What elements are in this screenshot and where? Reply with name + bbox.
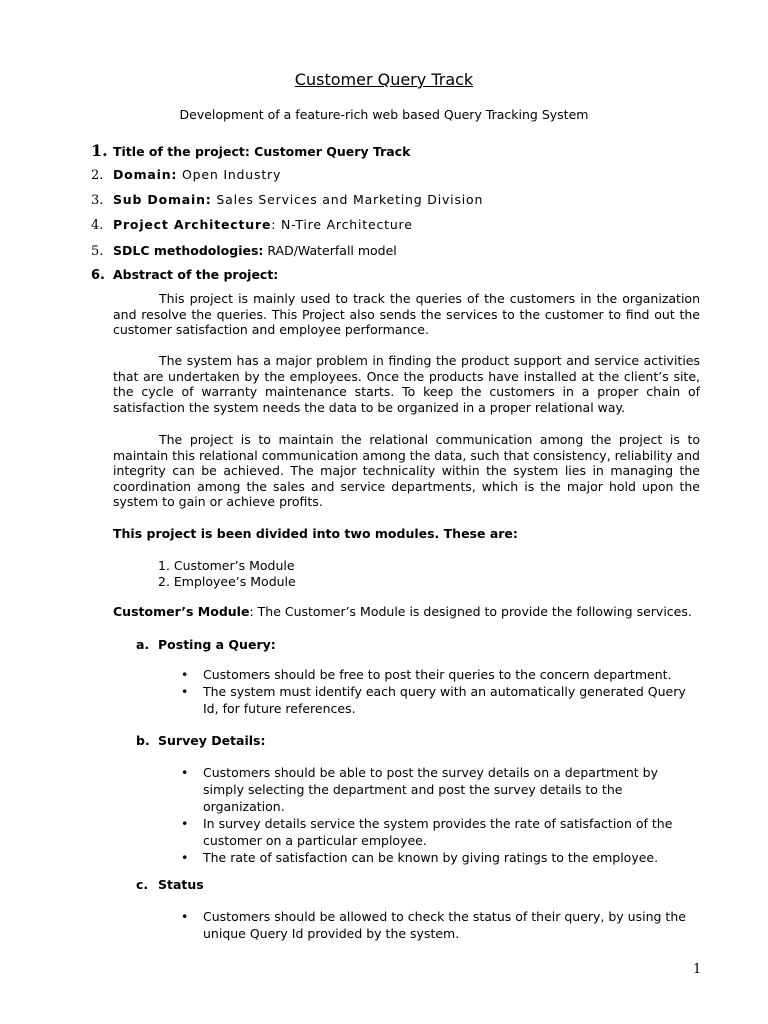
item-architecture: [91, 217, 413, 233]
item-value: RAD/Waterfall model: [263, 243, 397, 258]
item-number: 5.: [91, 244, 104, 259]
bullet-item: • Customers should be allowed to check the status of their query, by using the unique Query Id provided by the system.: [181, 908, 701, 942]
item-sdlc: [91, 243, 397, 259]
bullet-list: [181, 908, 701, 942]
modules-heading: This project is been divided into two modules. These are:: [113, 526, 518, 541]
item-label: Abstract of the project:: [113, 267, 279, 282]
customer-module-label: Customer’s Module: [113, 604, 250, 619]
bullet-item: • Customers should be free to post their queries to the concern department.: [181, 666, 701, 683]
module-list-item: 1. Customer’s Module: [158, 558, 295, 573]
bullet-item: • In survey details service the system provides the rate of satisfaction of the customer on a particular employee.: [181, 815, 701, 849]
page-number: 1: [693, 962, 702, 977]
item-number: 2.: [91, 168, 104, 183]
section-heading: a. Posting a Query:: [136, 637, 276, 652]
module-list-item: 2. Employee’s Module: [158, 574, 296, 589]
item-number: 1.: [91, 141, 108, 160]
bullet-list: [181, 666, 701, 717]
bullet-list: [181, 764, 701, 866]
item-number: 3.: [91, 193, 104, 208]
section-heading: b. Survey Details:: [136, 733, 266, 748]
item-label: Sub Domain:: [113, 192, 212, 207]
item-project-title: [91, 141, 410, 160]
abstract-paragraph: This project is mainly used to track the queries of the customers in the organization and resolve the queries. This Project also sends the services to the customer to find out the customer satisfaction and employee performance.: [113, 291, 700, 338]
section-heading: c. Status: [136, 877, 204, 892]
item-value: Open Industry: [177, 167, 282, 182]
item-value: : N-Tire Architecture: [271, 217, 413, 232]
item-sub-domain: [91, 192, 483, 208]
item-label: Domain:: [113, 167, 178, 182]
bullet-item: • The rate of satisfaction can be known by giving ratings to the employee.: [181, 849, 701, 866]
customer-module-intro: [113, 604, 692, 619]
abstract-paragraph: The project is to maintain the relational communication among the project is to maintain this relational communication among the data, such that consistency, reliability and integrity can be achieved. The major technicality within the system lies in managing the coordination among the sales and service departments, which is the major hold upon the system to gain or achieve profits.: [113, 432, 700, 510]
item-number: 4.: [91, 218, 104, 233]
document-title: Customer Query Track: [294, 70, 474, 89]
item-domain: [91, 167, 281, 183]
customer-module-text: : The Customer’s Module is designed to provide the following services.: [249, 604, 692, 619]
bullet-item: • The system must identify each query with an automatically generated Query Id, for future references.: [181, 683, 701, 717]
item-label: Title of the project: Customer Query Track: [113, 144, 411, 159]
item-label: SDLC methodologies:: [113, 243, 264, 258]
item-abstract: [91, 267, 278, 283]
item-value: Sales Services and Marketing Division: [211, 192, 484, 207]
item-number: 6.: [91, 268, 105, 283]
document-subtitle: Development of a feature-rich web based Query Tracking System: [179, 107, 589, 122]
abstract-paragraph: The system has a major problem in finding the product support and service activities that are undertaken by the employees. Once the products have installed at the client’s site, the cycle of warranty maintenance starts. To keep the customers in a proper chain of satisfaction the system needs the data to be organized in a proper relational way.: [113, 353, 700, 415]
bullet-item: • Customers should be able to post the survey details on a department by simply selecting the department and post the survey details to the organization.: [181, 764, 701, 815]
item-label: Project Architecture: [113, 217, 272, 232]
